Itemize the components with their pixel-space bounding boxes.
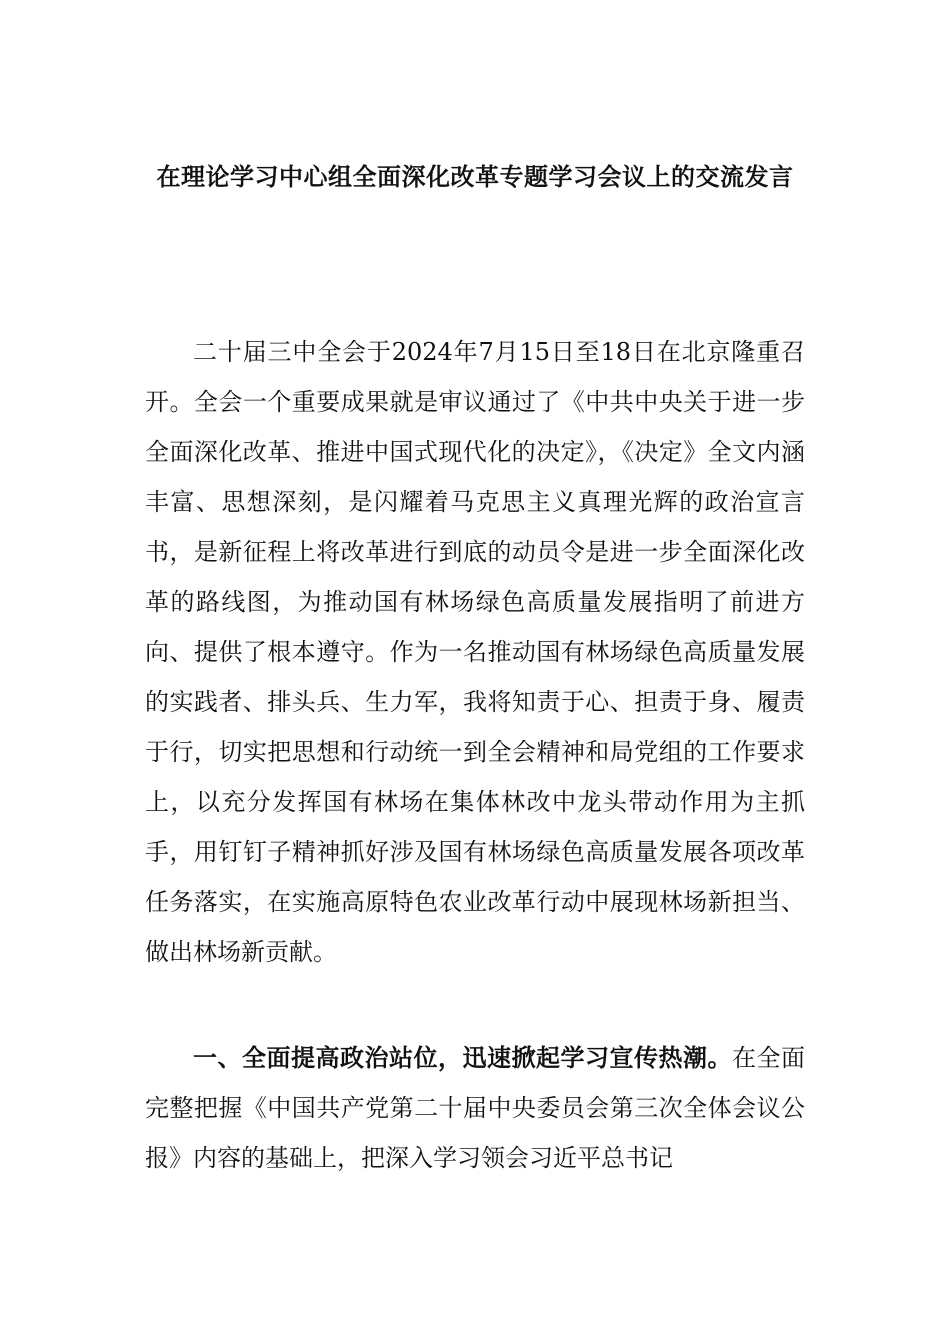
section-body: 在全面完整把握《中国共产党第二十届中央委员会第三次全体会议公报》内容的基础上，把深入学习领会习近平总书记 [145, 1044, 805, 1172]
document-title: 在理论学习中心组全面深化改革专题学习会议上的交流发言 [156, 162, 794, 191]
paragraph-intro: 二十届三中全会于2024年7月15日至18日在北京隆重召开。全会一个重要成果就是审议通过了《中共中央关于进一步全面深化改革、推进中国式现代化的决定》，《决定》全文内涵丰富、思想深刻，是闪耀着马克思主义真理光辉的政治宣言书，是新征程上将改革进行到底的动员令是进一步全面深化改革的路线图，为推动国有林场绿色高质量发展指明了前进方向、提供了根本遵守。作为一名推动国有林场绿色高质量发展的实践者、排头兵、生力军，我将知责于心、担责于身、履责于行，切实把思想和行动统一到全会精神和局党组的工作要求上，以充分发挥国有林场在集体林改中龙头带动作用为主抓手，用钉钉子精神抓好涉及国有林场绿色高质量发展各项改革任务落实，在实施高原特色农业改革行动中展现林场新担当、做出林场新贡献。 [145, 338, 805, 966]
section-heading: 一、全面提高政治站位，迅速掀起学习宣传热潮。 [193, 1043, 732, 1072]
paragraph-section-one [145, 1033, 805, 1183]
